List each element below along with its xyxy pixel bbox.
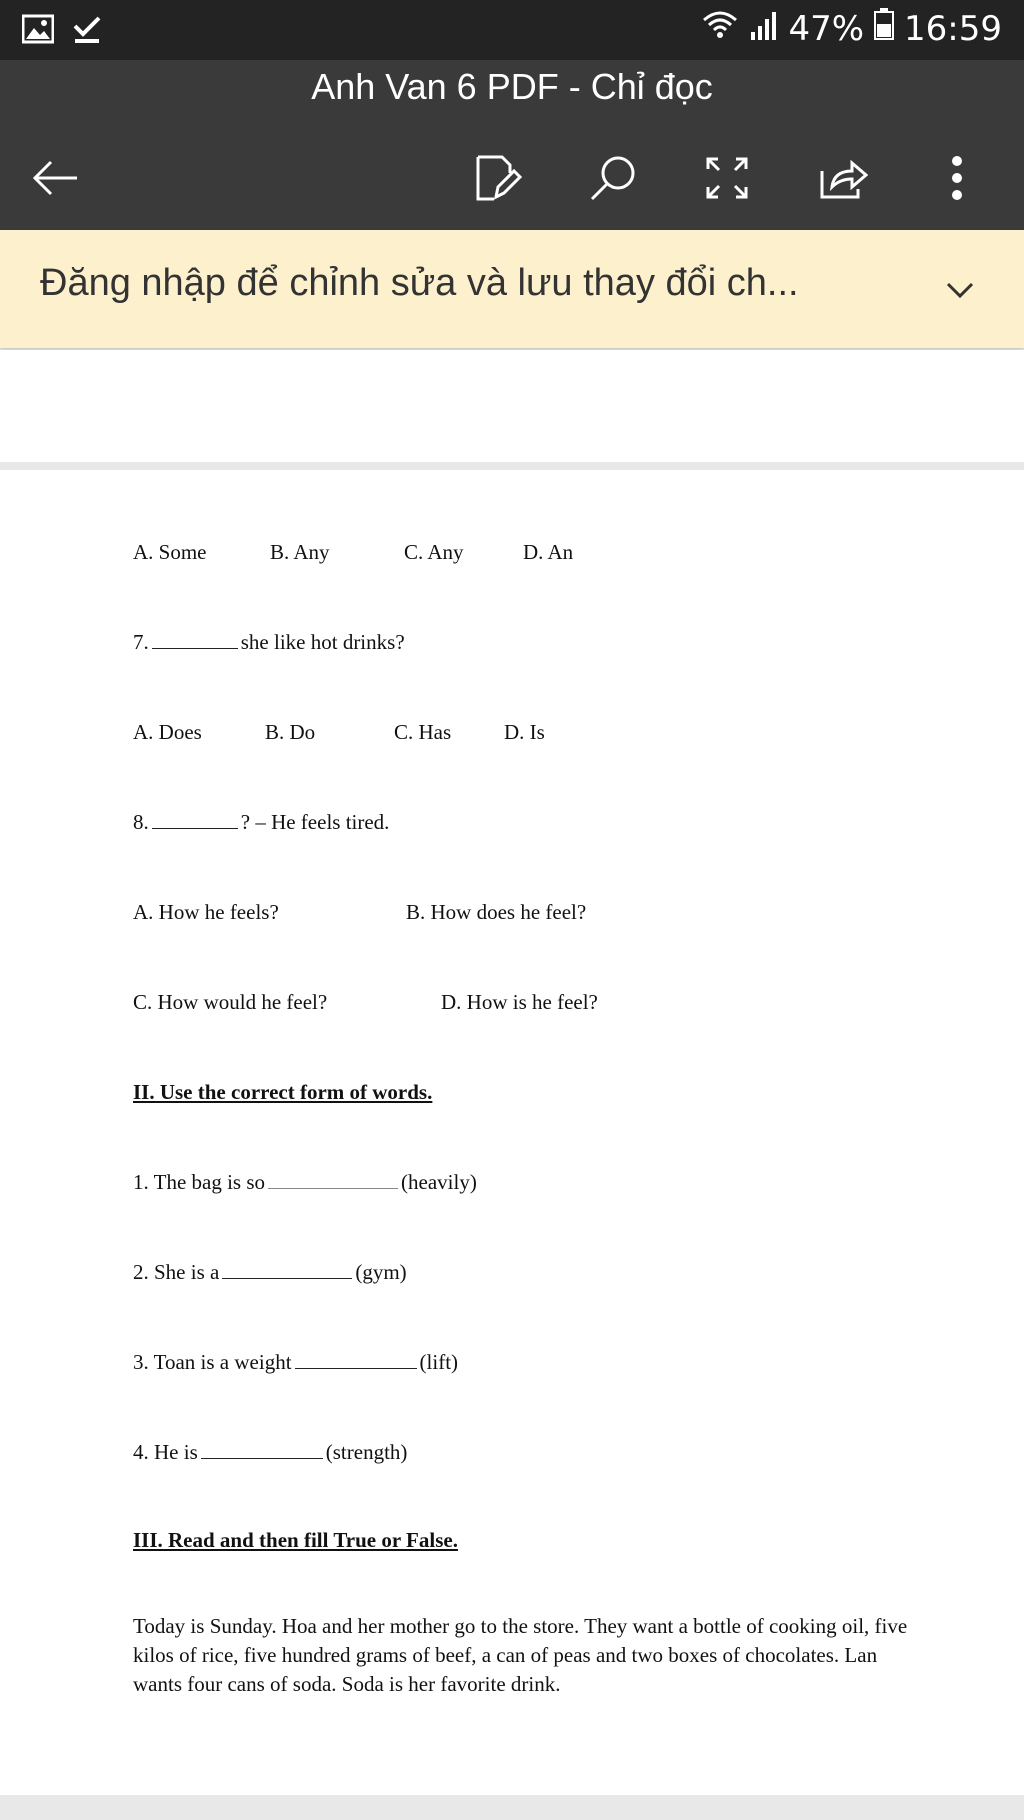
- battery-level: 47%: [788, 8, 865, 49]
- section-3-heading: III. Read and then fill True or False.: [133, 1528, 458, 1552]
- section-2-item-2: [133, 1260, 407, 1285]
- back-arrow-icon: [31, 158, 81, 198]
- battery-icon: [874, 8, 894, 49]
- q6-option-c: C. Any: [404, 540, 464, 564]
- fullscreen-expand-icon: [704, 155, 750, 201]
- edit-pencil-icon: [472, 153, 522, 203]
- reading-passage: Today is Sunday. Hoa and her mother go to the store. They want a bottle of cooking oil, five kilos of rice, five hundred grams of beef, a can of peas and two boxes of chocolates. Lan wants four cans of soda. Soda is her favorite drink.: [133, 1614, 908, 1696]
- q7-option-c: C. Has: [394, 720, 452, 744]
- back-button[interactable]: [26, 148, 86, 208]
- item-3-hint: (lift): [419, 1350, 459, 1374]
- search-button[interactable]: [583, 148, 643, 208]
- previous-page-bottom: [0, 350, 1024, 462]
- share-button[interactable]: [813, 148, 873, 208]
- sign-in-banner[interactable]: [0, 230, 1024, 348]
- q8-option-b: B. How does he feel?: [406, 900, 587, 924]
- answer-blank: [268, 1170, 398, 1189]
- item-2-hint: (gym): [355, 1260, 407, 1284]
- status-bar: [0, 0, 1024, 60]
- question-7-text: she like hot drinks?: [240, 630, 405, 654]
- download-complete-icon: [72, 14, 102, 48]
- document-page[interactable]: [0, 470, 1024, 1795]
- q7-option-a: A. Does: [133, 720, 202, 744]
- question-7-number: 7.: [133, 630, 149, 654]
- banner-expand-button[interactable]: [936, 266, 984, 314]
- chevron-down-icon: [936, 266, 984, 314]
- question-8-number: 8.: [133, 810, 149, 834]
- clock: 16:59: [904, 8, 1002, 49]
- question-8: [133, 810, 389, 835]
- q8-option-a: A. How he feels?: [133, 900, 279, 924]
- wifi-icon: [700, 8, 740, 49]
- document-title: Anh Van 6 PDF - Chỉ đọc: [311, 66, 713, 107]
- q8-option-d: D. How is he feel?: [441, 990, 598, 1014]
- section-2-item-4: [133, 1440, 407, 1465]
- q7-option-b: B. Do: [265, 720, 316, 744]
- edit-button[interactable]: [467, 148, 527, 208]
- item-4-prompt: 4. He is: [133, 1440, 198, 1464]
- item-4-hint: (strength): [325, 1440, 408, 1464]
- answer-blank: [152, 630, 238, 649]
- fullscreen-button[interactable]: [697, 148, 757, 208]
- more-vertical-icon: [950, 155, 964, 201]
- search-icon: [588, 153, 638, 203]
- signal-icon: [750, 9, 778, 49]
- item-3-prompt: 3. Toan is a weight: [133, 1350, 292, 1374]
- sign-in-banner-text: Đăng nhập để chỉnh sửa và lưu thay đổi ch...: [40, 262, 799, 304]
- section-2-heading: II. Use the correct form of words.: [133, 1080, 433, 1104]
- q8-option-c: C. How would he feel?: [133, 990, 328, 1014]
- more-options-button[interactable]: [927, 148, 987, 208]
- question-7: [133, 630, 405, 655]
- q7-option-d: D. Is: [504, 720, 545, 744]
- item-1-hint: (heavily): [401, 1170, 477, 1194]
- q6-option-d: D. An: [523, 540, 574, 564]
- question-8-text: ? – He feels tired.: [240, 810, 390, 834]
- gallery-notification-icon: [22, 14, 54, 48]
- item-1-prompt: 1. The bag is so: [133, 1170, 266, 1194]
- q6-option-b: B. Any: [270, 540, 330, 564]
- answer-blank: [222, 1260, 352, 1279]
- q6-option-a: A. Some: [133, 540, 207, 564]
- answer-blank: [201, 1440, 323, 1459]
- section-2-item-1: [133, 1170, 477, 1195]
- app-bar: [0, 60, 1024, 230]
- item-2-prompt: 2. She is a: [133, 1260, 220, 1284]
- share-icon: [818, 155, 868, 201]
- answer-blank: [152, 810, 238, 829]
- answer-blank: [295, 1350, 417, 1369]
- section-2-item-3: [133, 1350, 458, 1375]
